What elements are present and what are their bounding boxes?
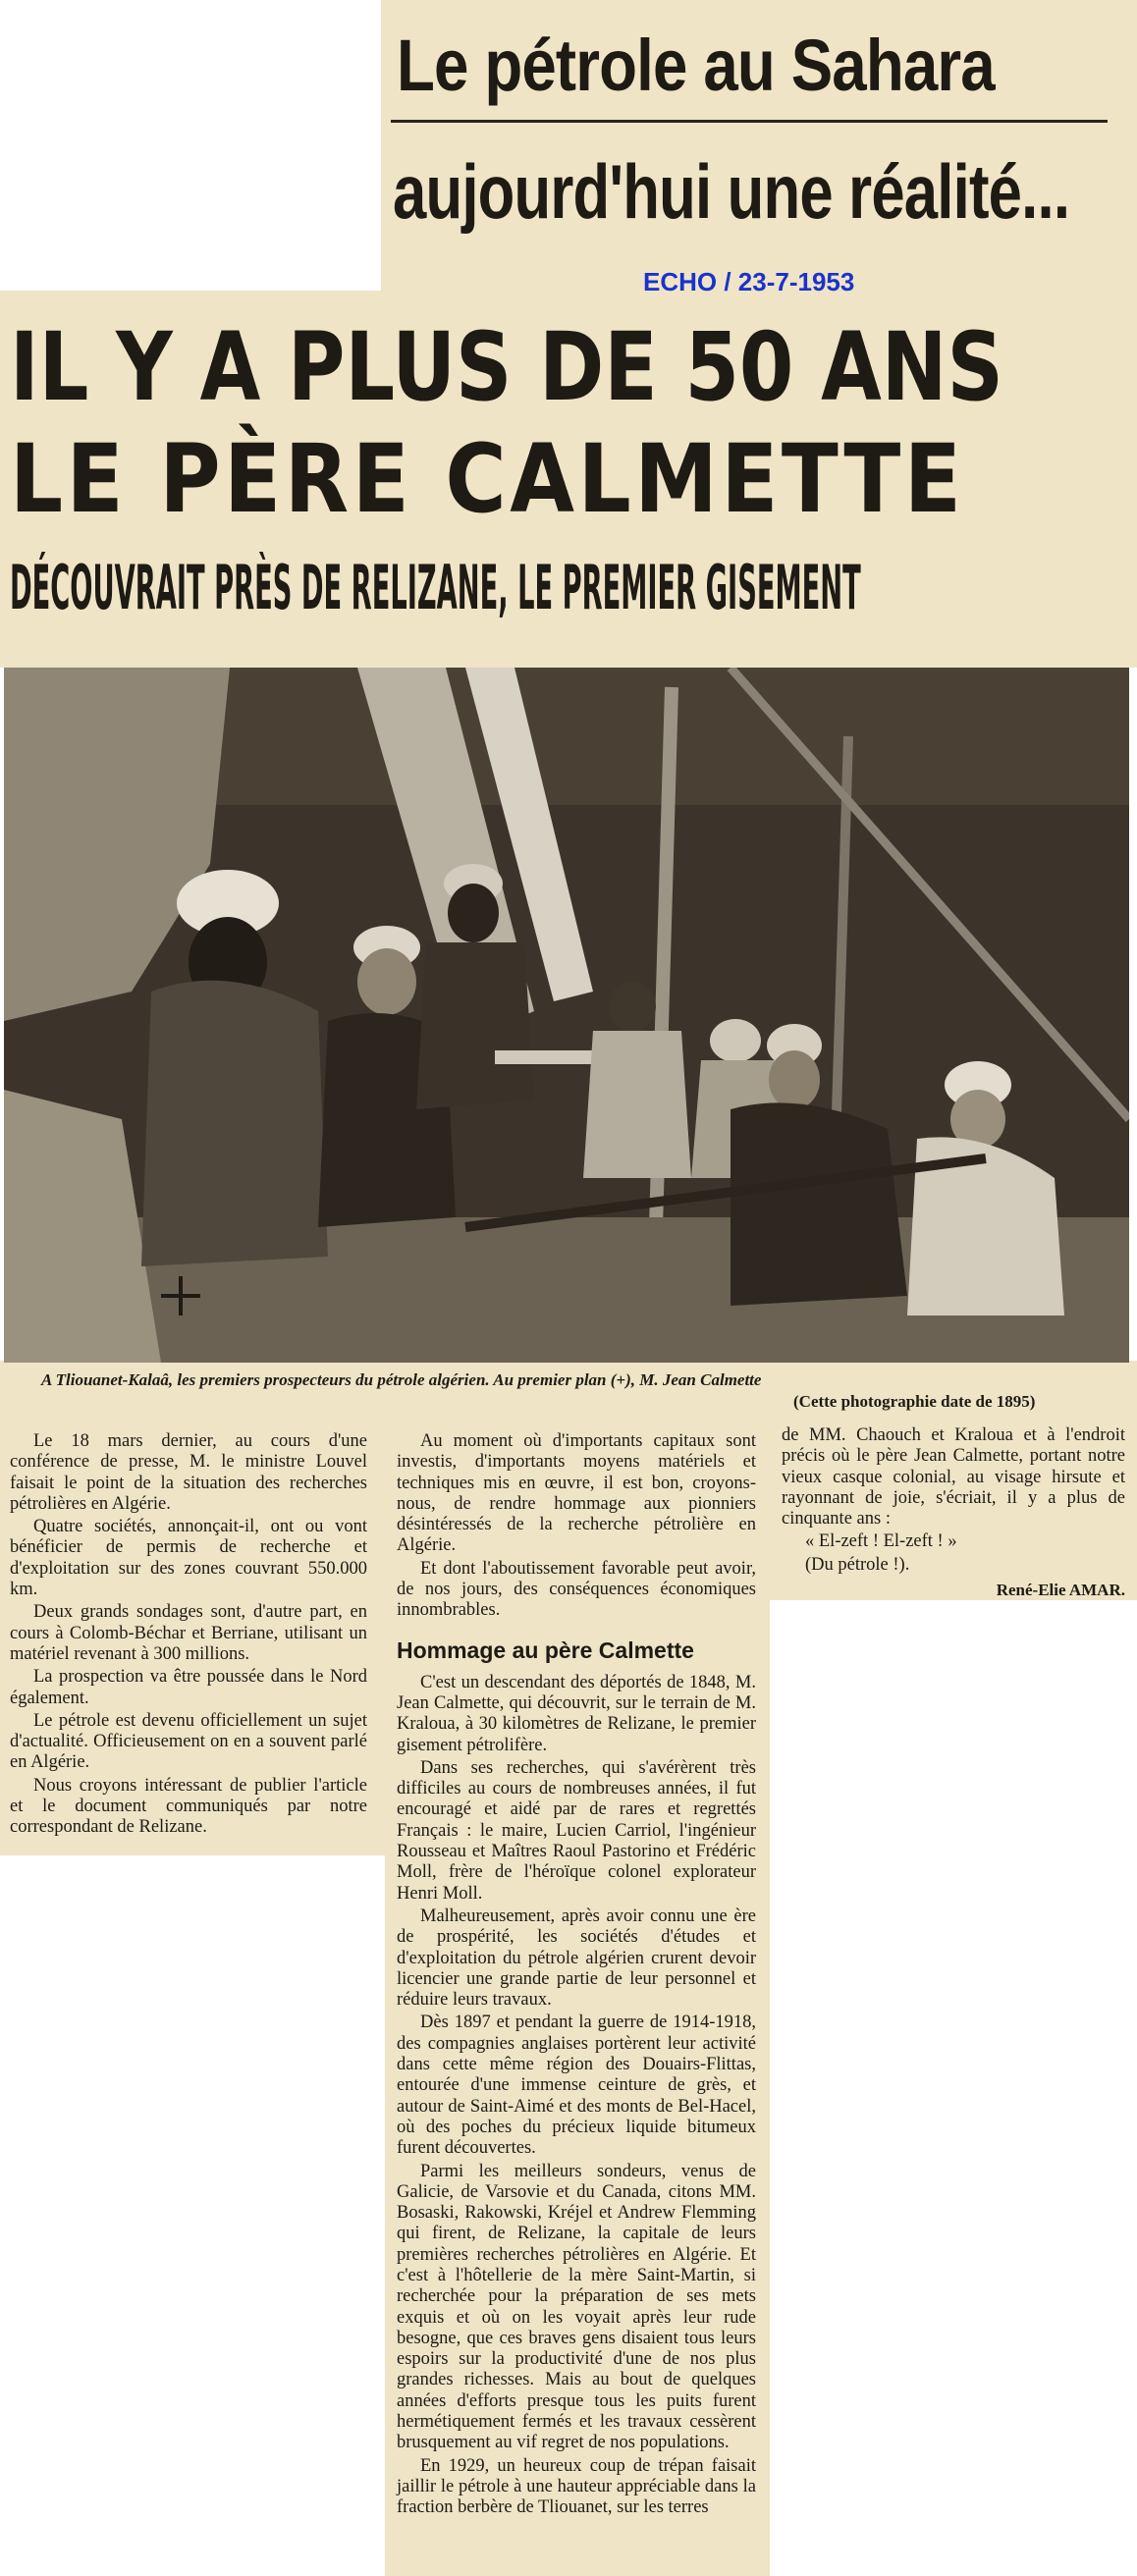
title-line-1: IL Y A PLUS DE 50 ANS xyxy=(10,312,1003,422)
prospectors-photograph xyxy=(4,668,1129,1363)
article-column-1 xyxy=(10,1431,367,1841)
paragraph: En 1929, un heureux coup de trépan faisait jaillir le pétrole à une hauteur appréciable dans la fraction berbère de Tliouanet, sur les terres xyxy=(397,2455,756,2518)
paragraph: de MM. Chaouch et Kraloua et à l'endroit précis où le père Jean Calmette, portant notre vieux casque colonial, au visage hirsute et rayonnant de joie, s'écriait, il y a plus de cinquante ans : xyxy=(782,1425,1125,1530)
paragraph: Parmi les meilleurs sondeurs, venus de Galicie, de Varsovie et du Canada, citons MM. Bosaski, Rakowski, Kréjel et Andrew Flemming qui firent, de Relizane, la capitale de leurs premières recherches pétrolières en Algérie. Et c'est à l'hôtellerie de la mère Saint-Martin, si recherchée pour la préparation de ses mets exquis et où on les voyait après leur rude besogne, que ces braves gens disaient tous leurs espoirs sur la productivité d'une de nos plus grandes richesses. Mais au bout de quelques années d'efforts presque tous les puits furent hermétiquement fermés et les travaux cessèrent brusquement au vif regret de nos populations. xyxy=(397,2161,756,2453)
paragraph: C'est un descendant des déportés de 1848, M. Jean Calmette, qui découvrit, sur le terrain de M. Kraloua, à 30 kilomètres de Relizane, le premier gisement pétrolifère. xyxy=(397,1672,756,1755)
kicker-line-1: Le pétrole au Sahara xyxy=(397,25,995,106)
paragraph: Dans ses recherches, qui s'avérèrent très difficiles au cours de nombreuses années, il fut encouragé et aidé par de rares et regrettés Français : le maire, Lucien Carriol, l'ingénieur Rousseau et Maîtres Raoul Pastorino et Frédéric Moll, frère de l'héroïque colonel explorateur Henri Moll. xyxy=(397,1757,756,1904)
paragraph: Dès 1897 et pendant la guerre de 1914-1918, des compagnies anglaises portèrent leur activité dans cette même région des Douairs-Flittas, entourée d'une immense ceinture de grès, et autour de Saint-Aimé et des monts de Bel-Hacel, où des poches du précieux liquide bitumeux furent découvertes. xyxy=(397,2012,756,2159)
quote-line: « El-zeft ! El-zeft ! » xyxy=(805,1531,957,1552)
photo-caption: A Tliouanet-Kalaâ, les premiers prospecteurs du pétrole algérien. Au premier plan (+), M. Jean Calmette xyxy=(41,1370,762,1389)
title-line-3: DÉCOUVRAIT PRÈS DE RELIZANE, LE PREMIER GISEMENT xyxy=(10,552,861,623)
paragraph: Et dont l'aboutissement favorable peut avoir, de nos jours, des conséquences économiques innombrables. xyxy=(397,1558,756,1621)
title-line-2: LE PÈRE CALMETTE xyxy=(10,424,965,534)
author-signature: René-Elie AMAR. xyxy=(996,1581,1125,1600)
photograph-of-prospectors-icon xyxy=(4,668,1129,1363)
article-column-2 xyxy=(397,1431,756,2521)
source-tag: ECHO / 23-7-1953 xyxy=(643,267,855,296)
kicker-line-2: aujourd'hui une réalité... xyxy=(393,148,1070,235)
paragraph: Deux grands sondages sont, d'autre part, en cours à Colomb-Béchar et Berriane, utilisant un matériel revenant à 300 millions. xyxy=(10,1602,367,1664)
paragraph: Le 18 mars dernier, au cours d'une conférence de presse, M. le ministre Louvel faisait le point de la situation des recherches pétrolières en Algérie. xyxy=(10,1431,367,1514)
paragraph: Le pétrole est devenu officiellement un sujet d'actualité. Officieusement on en a souvent parlé en Algérie. xyxy=(10,1710,367,1773)
paragraph: Quatre sociétés, annonçait-il, ont ou vont bénéficier de permis de recherche et d'exploitation sur des zones couvrant 550.000 km. xyxy=(10,1517,367,1600)
article-column-3 xyxy=(782,1425,1125,1600)
paragraph: La prospection va être poussée dans le Nord également. xyxy=(10,1667,367,1708)
kicker-rule xyxy=(391,120,1108,123)
paragraph: Nous croyons intéressant de publier l'article et le document communiqués par notre correspondant de Relizane. xyxy=(10,1775,367,1838)
quote-translation: (Du pétrole !). xyxy=(805,1554,910,1575)
paragraph: Malheureusement, après avoir connu une ère de prospérité, les sociétés d'études et d'exploitation du pétrole algérien crurent devoir licencier une grande partie de leur personnel et réduire leurs travaux. xyxy=(397,1905,756,2011)
section-subheading: Hommage au père Calmette xyxy=(397,1637,694,1663)
photo-date-note: (Cette photographie date de 1895) xyxy=(793,1392,1036,1411)
paragraph: Au moment où d'importants capitaux sont investis, d'importants moyens matériels et techniques mis en œuvre, il est bon, croyons-nous, de rendre hommage aux pionniers désintéressés de la recherche pétrolière en Algérie. xyxy=(397,1431,756,1556)
